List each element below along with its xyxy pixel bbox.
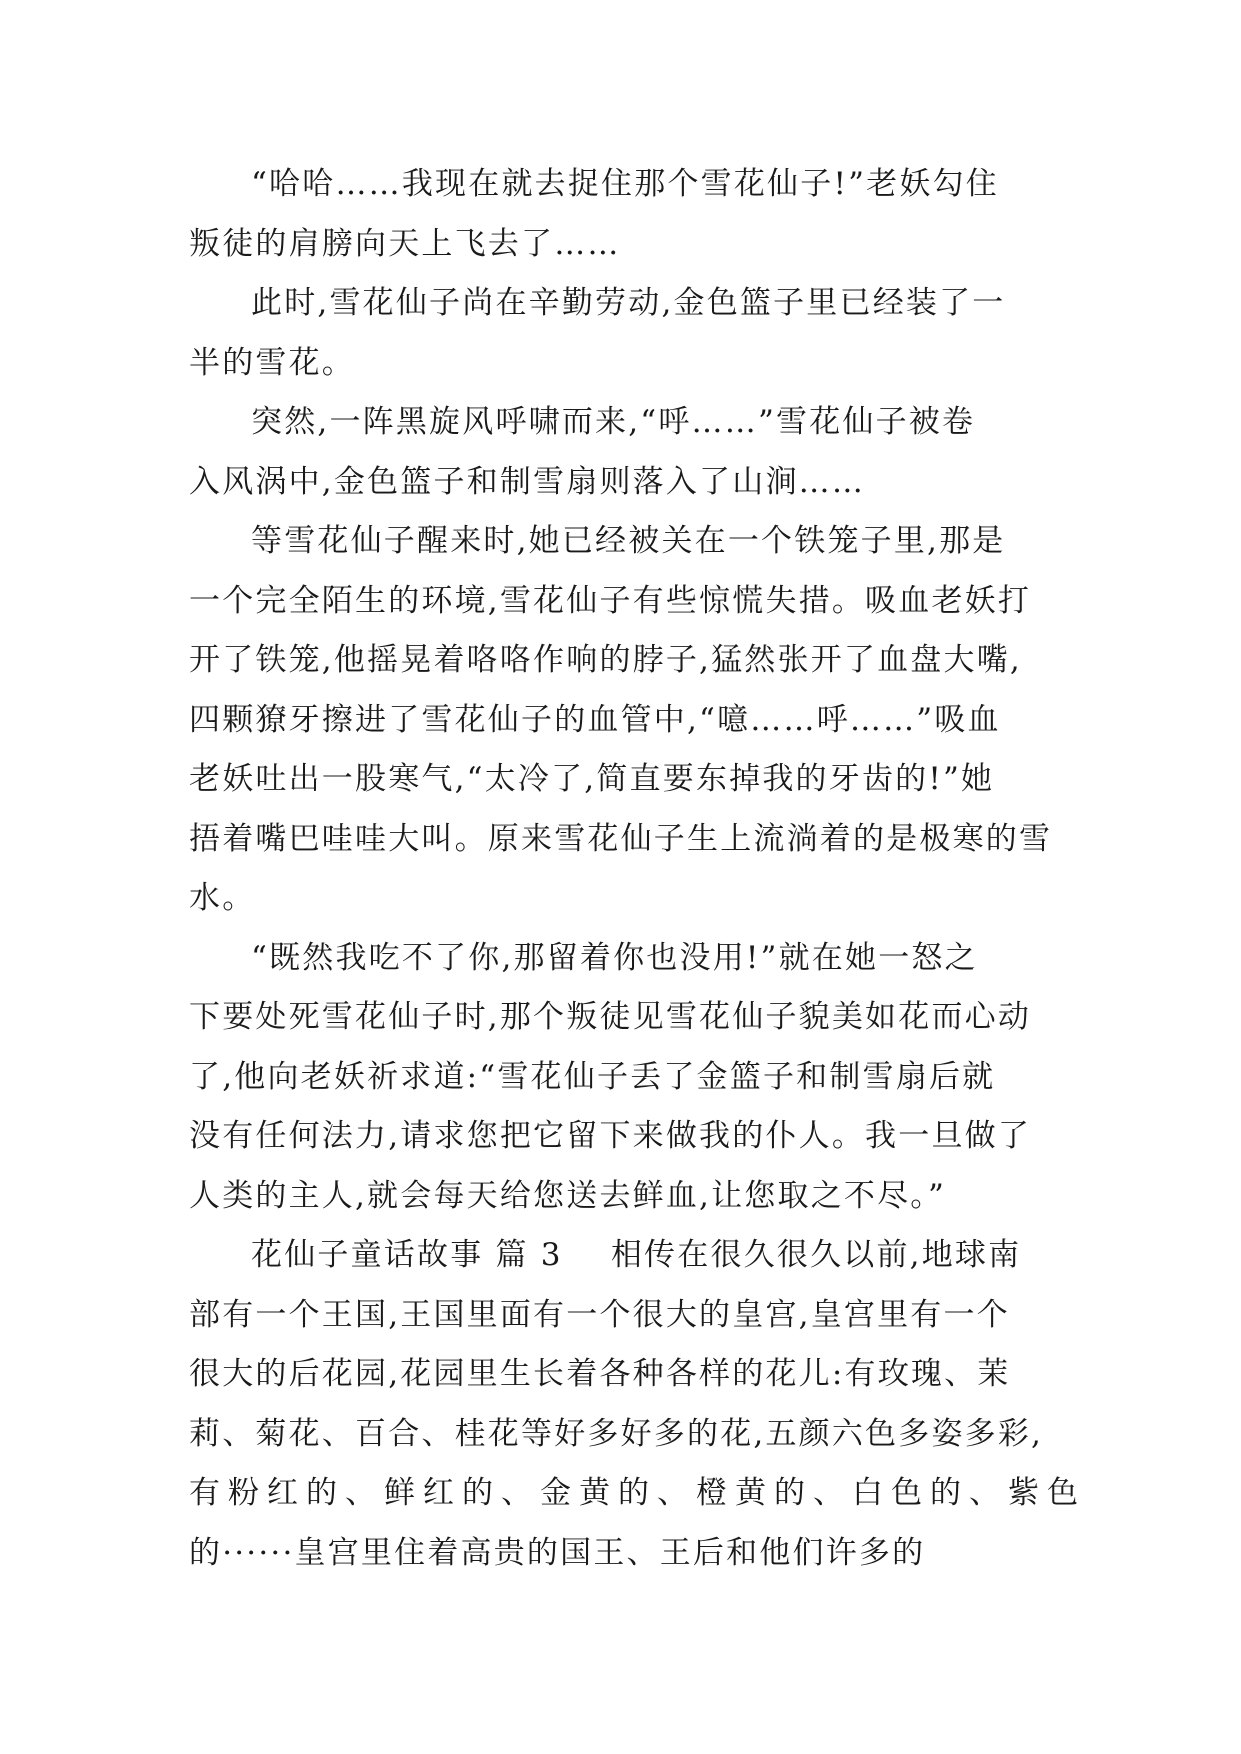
paragraph xyxy=(189,1226,1086,1583)
text-line: 开了铁笼,他摇晃着咯咯作响的脖子,猛然张开了血盘大嘴, xyxy=(189,642,1022,678)
text-line: 有粉红的、鲜红的、金黄的、橙黄的、白色的、紫色 xyxy=(189,1475,1086,1511)
paragraph xyxy=(189,393,1059,512)
text-line: 此时,雪花仙子尚在辛勤劳动,金色篮子里已经装了一 xyxy=(251,285,1006,321)
text-line: 水。 xyxy=(189,880,256,916)
text-line: 部有一个王国,王国里面有一个很大的皇宫,皇宫里有一个 xyxy=(189,1296,1010,1333)
text-line: 一个完全陌生的环境,雪花仙子有些惊慌失措。吸血老妖打 xyxy=(189,582,1032,619)
text-line: “既然我吃不了你,那留着你也没用!”就在她一怒之 xyxy=(251,939,978,976)
text-line: 入风涡中,金色篮子和制雪扇则落入了山涧…… xyxy=(189,463,866,500)
text-line: 没有任何法力,请求您把它留下来做我的仆人。我一旦做了 xyxy=(189,1118,1032,1154)
text-line: 等雪花仙子醒来时,她已经被关在一个铁笼子里,那是 xyxy=(251,523,1006,559)
text-line: 很大的后花园,花园里生长着各种各样的花儿:有玫瑰、茉 xyxy=(189,1356,1011,1392)
text-line: “哈哈……我现在就去捉住那个雪花仙子!”老妖勾住 xyxy=(251,166,999,202)
text-line: 了,他向老妖祈求道:“雪花仙子丢了金篮子和制雪扇后就 xyxy=(189,1058,996,1095)
text-line: 的······皇宫里住着高贵的国王、王后和他们许多的 xyxy=(189,1534,926,1571)
text-line: 半的雪花。 xyxy=(189,344,355,381)
text-line: 下要处死雪花仙子时,那个叛徒见雪花仙子貌美如花而心动 xyxy=(189,999,1032,1035)
document-body xyxy=(189,155,1086,1583)
text-line: 人类的主人,就会每天给您送去鲜血,让您取之不尽。” xyxy=(189,1177,947,1214)
text-line: 老妖吐出一股寒气,“太冷了,简直要东掉我的牙齿的!”她 xyxy=(189,761,995,797)
text-line: 莉、菊花、百合、桂花等好多好多的花,五颜六色多姿多彩, xyxy=(189,1415,1044,1452)
paragraph xyxy=(189,512,1059,929)
text-line: 四颗獠牙擦进了雪花仙子的血管中,“噫……呼……”吸血 xyxy=(189,701,1001,738)
text-line: 花仙子童话故事 篇 3 相传在很久很久以前,地球南 xyxy=(251,1237,1022,1273)
paragraph xyxy=(189,155,1059,274)
paragraph xyxy=(189,929,1059,1227)
paragraph xyxy=(189,274,1059,393)
text-line: 突然,一阵黑旋风呼啸而来,“呼……”雪花仙子被卷 xyxy=(251,404,976,440)
text-line: 叛徒的肩膀向天上飞去了…… xyxy=(189,225,621,262)
text-line: 捂着嘴巴哇哇大叫。原来雪花仙子生上流淌着的是极寒的雪 xyxy=(189,820,1053,857)
